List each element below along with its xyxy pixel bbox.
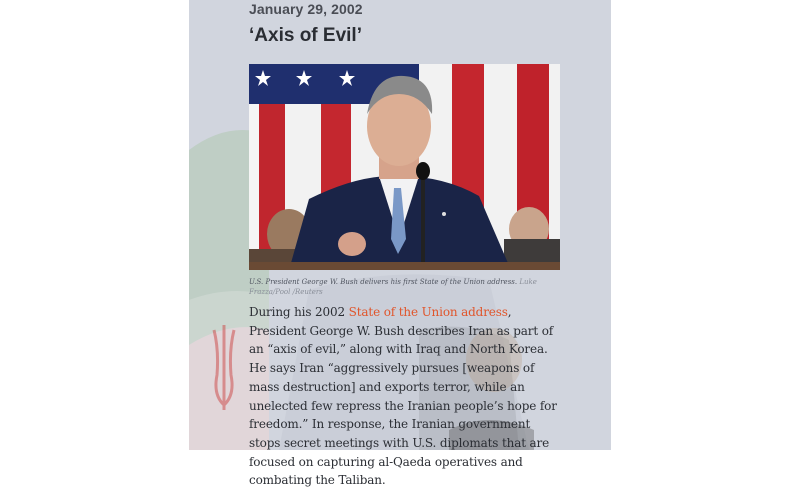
- state-of-the-union-link[interactable]: State of the Union address: [348, 305, 508, 319]
- body-text-intro: During his 2002: [249, 305, 349, 319]
- photo-caption: [249, 277, 561, 297]
- photo-caption-text: U.S. President George W. Bush delivers his first State of the Union address.: [249, 278, 518, 286]
- photo-illustration: [249, 64, 560, 270]
- article-date: January 29, 2002: [249, 1, 363, 17]
- article-body: [249, 303, 561, 490]
- article-panel: [189, 0, 611, 488]
- article-headline: ‘Axis of Evil’: [249, 25, 362, 46]
- body-text-main: , President George W. Bush describes Iran as part of an “axis of evil,” along with Iraq and North Korea. He says Iran “aggressively pursues [weapons of mass destruction] and exports terror, while an unelected few repress the Iranian people’s hope for freedom.” In response, the Iranian government stops secret meetings with U.S. diplomats that are focused on capturing al-Qaeda operatives and combating the Taliban.: [249, 305, 557, 488]
- photo-credit: Luke Frazza/Pool /Reuters: [249, 278, 537, 296]
- article-photo: [249, 64, 560, 270]
